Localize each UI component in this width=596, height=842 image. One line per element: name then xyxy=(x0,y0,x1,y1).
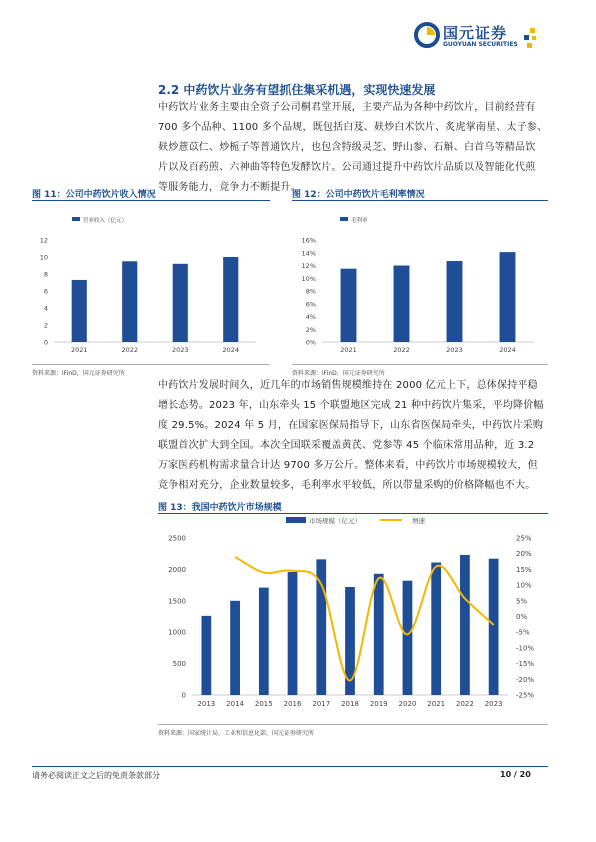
y2-tick-label: -5% xyxy=(516,628,530,637)
x-tick-label: 2021 xyxy=(70,346,88,354)
para2-line: 竞争相对充分，企业数量较多，毛利率水平较低，所以带量采购的价格降幅也不大。 xyxy=(158,480,536,491)
para2-line: 万家医药机构需求量合计达 9700 多万公斤。整体来看，中药饮片市场规模较大，但 xyxy=(158,460,538,471)
y-tick-label: 10 xyxy=(39,253,48,262)
y-tick-label: 0 xyxy=(181,691,186,700)
market-paragraph xyxy=(158,376,548,496)
section-title: 2.2 中药饮片业务有望抓住集采机遇，实现快速发展 xyxy=(158,83,436,97)
x-tick-label: 2013 xyxy=(197,700,216,708)
y-tick-label: 6% xyxy=(305,300,316,309)
y-tick-label: 6 xyxy=(43,287,48,296)
bar xyxy=(431,562,441,695)
logo-squares-icon xyxy=(522,28,540,50)
x-tick-label: 2023 xyxy=(446,346,463,354)
para1-line: 中药饮片业务主要由全资子公司桐君堂开展，主要产品为各种中药饮片，目前经营有 xyxy=(158,102,536,113)
x-tick-label: 2024 xyxy=(222,346,240,354)
footer-disclaimer: 请务必阅读正文之后的免责条款部分 xyxy=(32,771,160,780)
x-tick-label: 2016 xyxy=(283,700,302,708)
x-tick-label: 2017 xyxy=(312,700,331,708)
bar xyxy=(394,266,410,343)
y-tick-label: 4% xyxy=(305,313,316,321)
bar xyxy=(500,252,516,342)
fig11-title: 图 11：公司中药饮片收入情况 xyxy=(32,190,156,200)
fig12-bottom-rule xyxy=(292,364,548,365)
fig13-source: 资料来源：国家统计局，工业和信息化部，国元证券研究所 xyxy=(158,730,315,737)
x-tick-label: 2021 xyxy=(427,700,446,708)
footer-rule xyxy=(32,766,548,767)
y-tick-label: 16% xyxy=(301,236,316,245)
para1-line: 700 多个品种、1100 多个品规，既包括白芨、麸炒白术饮片、炙虎掌南星、太子参、 xyxy=(158,122,548,133)
bar xyxy=(72,280,87,342)
legend-label-line: 增速 xyxy=(412,517,425,525)
bar xyxy=(259,588,269,695)
fig11-rule xyxy=(32,200,270,201)
y-tick-label: 2 xyxy=(43,321,48,330)
x-tick-label: 2020 xyxy=(398,700,417,708)
y-tick-label: 2500 xyxy=(168,534,186,543)
y-tick-label: 10% xyxy=(301,274,316,283)
y2-tick-label: -10% xyxy=(516,644,535,653)
y2-tick-label: -20% xyxy=(516,675,535,684)
logo-en: GUOYUAN SECURITIES xyxy=(443,41,518,48)
fig12-rule xyxy=(292,200,548,201)
x-tick-label: 2018 xyxy=(341,700,359,708)
y2-tick-label: -15% xyxy=(516,660,535,669)
y-tick-label: 2% xyxy=(305,325,316,334)
bar xyxy=(341,269,357,342)
para1-line: 麸炒薏苡仁、炒栀子等普通饮片，也包含特级灵芝、野山参、石斛、白首乌等精品饮 xyxy=(158,142,536,153)
revenue-bar-chart xyxy=(32,212,270,360)
y2-tick-label: 5% xyxy=(516,597,528,606)
page-number: 10 / 20 xyxy=(500,770,531,779)
legend-swatch xyxy=(72,217,80,221)
x-tick-label: 2021 xyxy=(340,346,357,354)
legend-swatch xyxy=(340,217,348,221)
para2-line: 联盟首次扩大到全国。本次全国联采覆盖黄芪、党参等 45 个临床常用品种，近 3.2 xyxy=(158,440,535,451)
y2-tick-label: 25% xyxy=(516,534,532,543)
y2-tick-label: 20% xyxy=(516,550,532,559)
y-tick-label: 8% xyxy=(305,287,316,296)
x-tick-label: 2014 xyxy=(226,700,245,708)
fig13-bottom-rule xyxy=(158,724,548,725)
fig11-source: 资料来源：iFinD，国元证券研究所 xyxy=(32,370,125,377)
bar xyxy=(374,574,384,695)
x-tick-label: 2023 xyxy=(171,346,189,354)
bar xyxy=(447,261,463,342)
bar xyxy=(201,616,211,695)
para2-line: 增长态势。2023 年，山东牵头 15 个联盟地区完成 21 种中药饮片集采，平均降价幅 xyxy=(158,400,544,411)
bar xyxy=(230,601,240,695)
x-tick-label: 2015 xyxy=(254,700,273,708)
y-tick-label: 12 xyxy=(39,236,48,245)
bar xyxy=(460,555,470,695)
x-tick-label: 2022 xyxy=(121,346,139,354)
gross-margin-bar-chart xyxy=(292,212,548,360)
legend-label: 毛利率 xyxy=(351,218,368,224)
bar xyxy=(489,559,499,695)
y2-tick-label: -25% xyxy=(516,691,535,700)
intro-paragraph xyxy=(158,98,548,198)
y-tick-label: 0% xyxy=(305,338,316,347)
x-tick-label: 2019 xyxy=(369,700,388,708)
para2-line: 度 29.5%。2024 年 5 月，在国家医保局指导下，山东省医保局牵头，中药饮片采购 xyxy=(158,420,544,431)
para1-line: 片以及百药煎、六神曲等特色发酵饮片。公司通过提升中药饮片品质以及智能化代煎 xyxy=(158,162,536,173)
fig11-bottom-rule xyxy=(32,364,270,365)
growth-line xyxy=(235,557,494,681)
y-tick-label: 2000 xyxy=(168,565,186,574)
legend-label-bar: 市场规模（亿元） xyxy=(309,517,361,525)
market-size-combo-chart xyxy=(158,512,548,724)
y2-tick-label: 15% xyxy=(516,565,532,574)
y-tick-label: 8 xyxy=(43,270,48,279)
y2-tick-label: 10% xyxy=(516,581,532,590)
bar xyxy=(122,261,137,342)
legend-label: 营业收入（亿元） xyxy=(83,218,128,224)
x-tick-label: 2022 xyxy=(455,700,474,708)
bar xyxy=(288,572,298,695)
y-tick-label: 500 xyxy=(172,660,186,669)
guoyuan-logo-icon xyxy=(414,22,440,48)
y-tick-label: 4 xyxy=(43,304,48,313)
x-tick-label: 2022 xyxy=(393,346,410,354)
y-tick-label: 12% xyxy=(301,262,316,270)
y-tick-label: 14% xyxy=(301,249,316,258)
y-tick-label: 1500 xyxy=(168,597,186,606)
para2-line: 中药饮片发展时间久，近几年的市场销售规模维持在 2000 亿元上下，总体保持平稳 xyxy=(158,380,538,391)
bar xyxy=(403,581,413,695)
y2-tick-label: 0% xyxy=(516,613,528,621)
bar xyxy=(223,257,238,342)
bar xyxy=(173,264,188,342)
fig12-source: 资料来源：iFinD，国元证券研究所 xyxy=(292,370,385,377)
legend-swatch-bar xyxy=(286,517,306,523)
header xyxy=(0,0,596,60)
fig13-title: 图 13：我国中药饮片市场规模 xyxy=(158,503,282,513)
y-tick-label: 1000 xyxy=(168,628,186,637)
x-tick-label: 2024 xyxy=(499,346,516,354)
para1-line: 等服务能力，竞争力不断提升。 xyxy=(158,182,301,193)
logo-cn: 国元证券 xyxy=(443,24,508,42)
x-tick-label: 2023 xyxy=(484,700,503,708)
fig12-title: 图 12：公司中药饮片毛利率情况 xyxy=(292,190,425,200)
y-tick-label: 0 xyxy=(43,338,48,347)
